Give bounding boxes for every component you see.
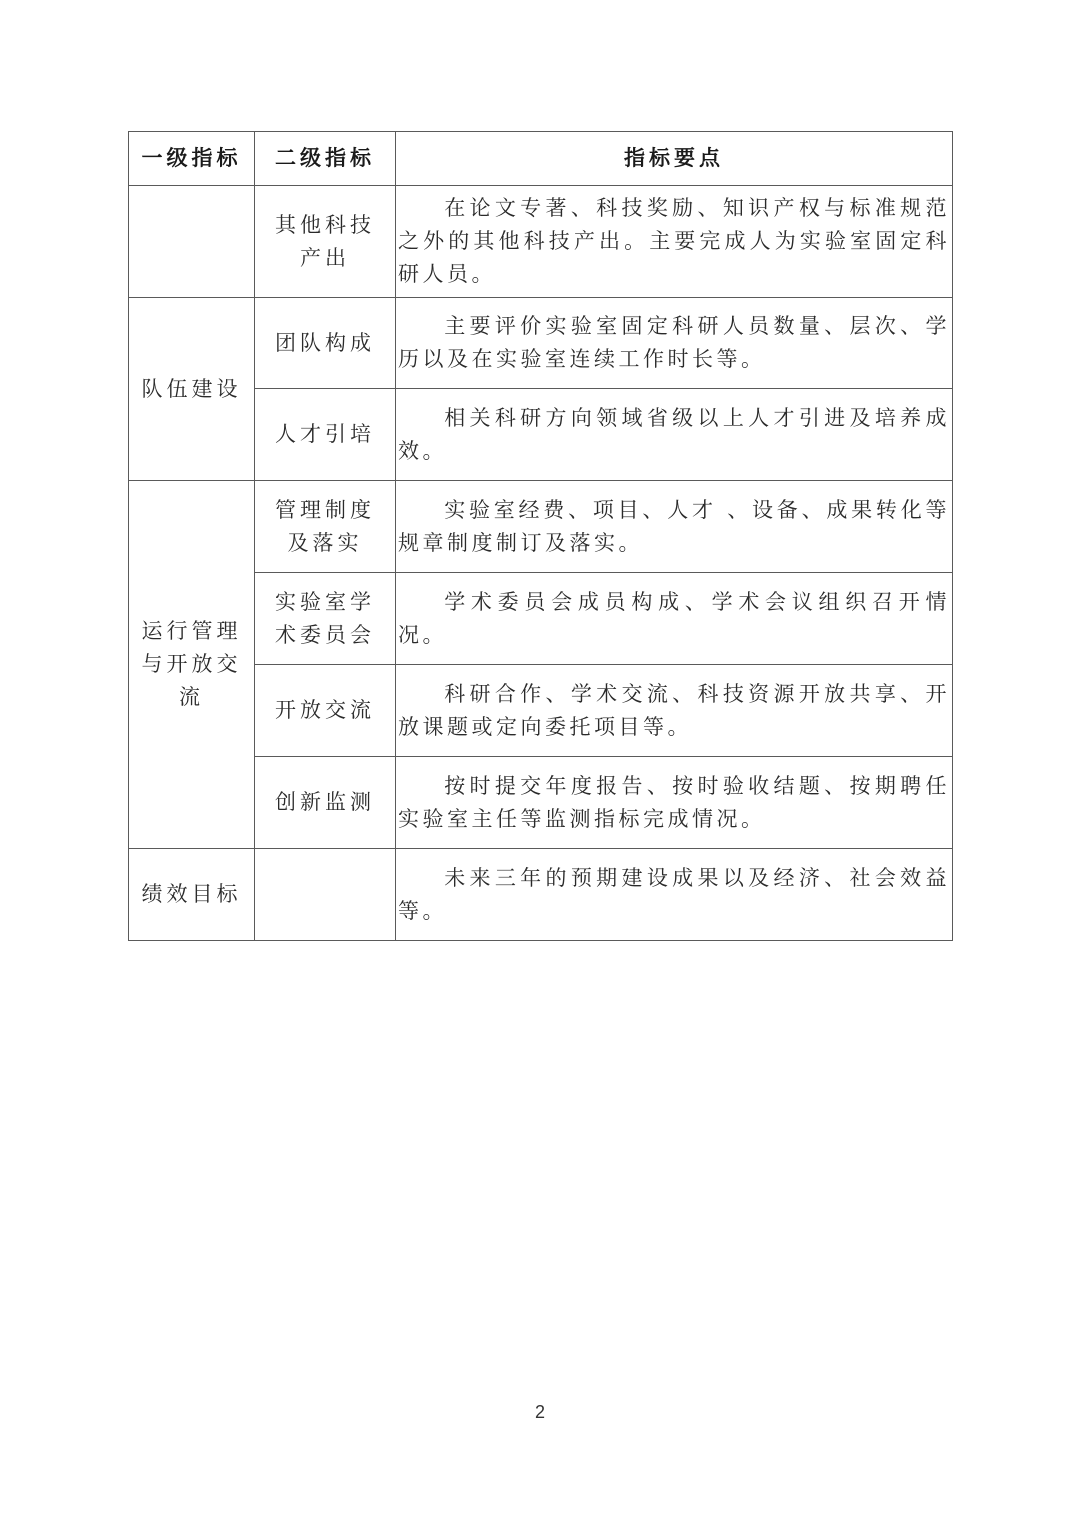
- points-cell: [396, 298, 953, 389]
- points-cell: [396, 481, 953, 573]
- points-text: 主要评价实验室固定科研人员数量、层次、学历以及在实验室连续工作时长等。: [398, 314, 950, 371]
- page-number: 2: [534, 1402, 545, 1422]
- indicator-table: [128, 131, 953, 941]
- points-cell: [396, 849, 953, 941]
- points-text: 实验室经费、项目、人才 、设备、成果转化等规章制度制订及落实。: [398, 497, 950, 555]
- level2-cell: 团队构成: [255, 298, 396, 389]
- level2-cell: 人才引培: [255, 389, 396, 481]
- table-header-row: [129, 132, 953, 186]
- points-text: 按时提交年度报告、按时验收结题、按期聘任实验室主任等监测指标完成情况。: [398, 773, 950, 831]
- points-cell: [396, 573, 953, 665]
- level1-cell: 运行管理与开放交流: [129, 481, 255, 849]
- points-text: 科研合作、学术交流、科技资源开放共享、开放课题或定向委托项目等。: [398, 681, 950, 739]
- level2-cell: 开放交流: [255, 665, 396, 757]
- points-text: 在论文专著、科技奖励、知识产权与标准规范之外的其他科技产出。主要完成人为实验室固定科研人员。: [398, 196, 950, 286]
- header-level2: 二级指标: [255, 132, 396, 186]
- header-level1: 一级指标: [129, 132, 255, 186]
- points-cell: [396, 757, 953, 849]
- points-cell: [396, 665, 953, 757]
- level2-cell: 管理制度及落实: [255, 481, 396, 573]
- points-cell: [396, 186, 953, 298]
- table-row: [129, 186, 953, 298]
- points-text: 学术委员会成员构成、学术会议组织召开情况。: [398, 589, 950, 647]
- points-cell: [396, 389, 953, 481]
- table-row: [129, 849, 953, 941]
- level2-cell: 实验室学术委员会: [255, 573, 396, 665]
- table-row: [129, 298, 953, 389]
- level1-cell: [129, 186, 255, 298]
- points-text: 未来三年的预期建设成果以及经济、社会效益等。: [398, 865, 950, 923]
- points-text: 相关科研方向领域省级以上人才引进及培养成效。: [398, 405, 950, 463]
- level2-cell: 其他科技产出: [255, 186, 396, 298]
- level1-cell: 队伍建设: [129, 298, 255, 481]
- level2-cell: 创新监测: [255, 757, 396, 849]
- header-points: 指标要点: [396, 132, 953, 186]
- level2-cell: [255, 849, 396, 941]
- table-row: [129, 481, 953, 573]
- level1-cell: 绩效目标: [129, 849, 255, 941]
